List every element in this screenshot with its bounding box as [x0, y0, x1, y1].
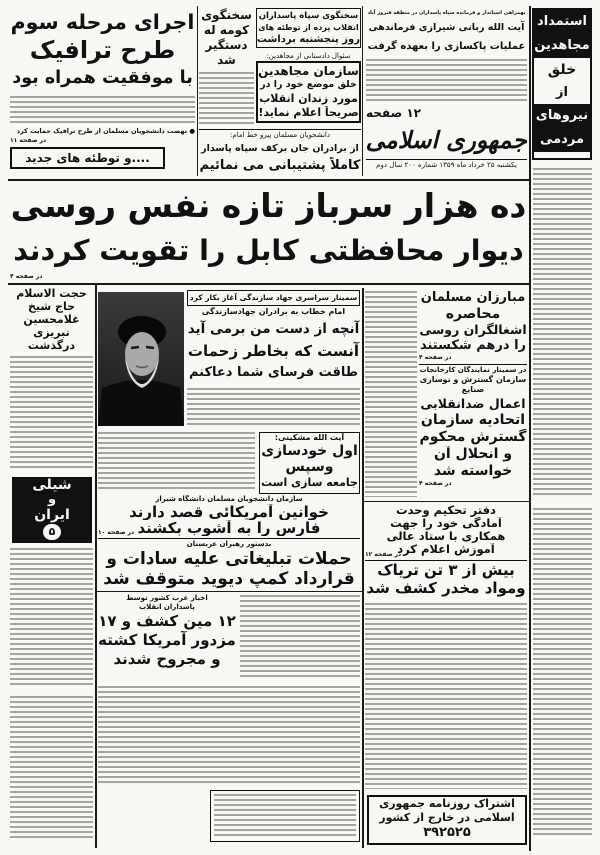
story-kicker: امام خطاب به برادران جهادسازندگی: [201, 307, 346, 316]
story-headline: آنست که بخاطر زحمات: [187, 342, 360, 360]
story-headline: آنچه از دست من برمی آید: [187, 321, 360, 337]
appeal-line: نیروهای: [534, 104, 590, 128]
middle-body-column: [98, 686, 360, 846]
story-kicker: بدستور رهبران عربستان: [186, 540, 272, 548]
body-text: [10, 356, 93, 468]
story-traffic: [10, 8, 195, 176]
story-headline: خواسته شد: [433, 463, 513, 479]
appeal-line: مجاهدین: [534, 34, 590, 58]
story-headline: خلق موضع خود را در: [260, 79, 357, 90]
section-rule: [96, 591, 362, 592]
subscription-line: اسلامی در خارج از کشور: [379, 811, 515, 824]
body-text: [199, 72, 254, 124]
story-headline: خوانین آمریکائی قصد دارند: [129, 504, 329, 520]
story-tahkim: [365, 504, 527, 559]
photo-caption-text: [98, 432, 255, 492]
story-headline: حجت الاسلام: [16, 287, 87, 300]
story-headline: کاملاً پشتیبانی می نمائیم: [199, 158, 361, 173]
story-kicker: در سمینار نمایندگان کارخانجات: [419, 366, 527, 374]
story-rabbani: [366, 8, 527, 104]
west-body-column: [240, 595, 360, 681]
narrow-body-column: [365, 291, 417, 499]
body-text: [98, 686, 360, 784]
headline-box: [256, 61, 361, 123]
story-opium: [365, 560, 527, 600]
story-headline: قرارداد کمپ دیوید متوقف شد: [103, 569, 355, 589]
page-reference: در صفحه ۴: [419, 480, 452, 487]
story-headline: سخنگوی سپاه پاسداران: [258, 11, 359, 21]
story-headline: اول خودسازی: [261, 443, 358, 459]
headline-box: [256, 8, 361, 48]
appeal-line: خلق: [547, 62, 577, 78]
story-headline: اتحادیه سازمان: [420, 412, 526, 428]
story-headline: با موفقیت همراه بود: [12, 68, 193, 88]
appeal-line: از: [556, 85, 568, 100]
subscription-line: اشتراک روزنامه جمهوری: [379, 797, 515, 810]
story-headline: شد: [217, 53, 236, 67]
body-text: [10, 96, 195, 126]
page-reference: در صفحه ۱۱: [10, 137, 47, 144]
story-meshkini: [259, 432, 360, 494]
story-headline: را درهم شکستند: [419, 338, 527, 353]
story-headline: اشغالگران روسی: [419, 322, 527, 337]
page-reference: در صفحه ۱۰: [98, 529, 135, 536]
left-body-column: [10, 548, 93, 846]
body-text: [10, 696, 93, 841]
body-text: [240, 595, 360, 679]
story-headline: تبریزی: [33, 326, 70, 339]
story-headline: مبارزان مسلمان: [420, 290, 526, 305]
story-headline: آموزش اعلام کرد: [397, 543, 495, 556]
column-rule: [529, 6, 531, 851]
page-count: ۱۲ صفحه: [366, 106, 421, 120]
body-text: [365, 291, 417, 497]
story-headline: ومواد مخدر کشف شد: [366, 579, 526, 597]
story-obituary: [10, 287, 93, 473]
lead-headline: ده هزار سرباز تازه نفس روسی: [10, 186, 527, 225]
body-text: [533, 508, 592, 838]
story-title: سمینار سراسری جهاد سازندگی آغاز بکار کرد: [187, 290, 360, 306]
story-headline: اجرای مرحله سوم: [10, 10, 195, 34]
section-rule: [8, 179, 529, 181]
subscription-box: [367, 795, 527, 845]
lead-headline: دیوار محافظتی کابل را تقویت کردند: [13, 234, 524, 267]
column-rule: [197, 6, 198, 176]
appeal-line: استمداد: [534, 10, 590, 34]
box-line: ایران: [34, 507, 70, 523]
story-headline: وسپس: [285, 459, 334, 475]
story-headline: درگذشت: [27, 339, 76, 352]
related-story-box: ....و توطئه های جدید: [10, 147, 165, 169]
story-kicker: دانشجویان مسلمان پیرو خط امام:: [230, 131, 330, 139]
column-rule: [362, 6, 363, 176]
story-headline: مورد زندان انقلاب: [259, 92, 358, 105]
story-saudi: [98, 538, 360, 590]
column-rule: [362, 288, 364, 848]
page-number-badge: ۵: [43, 524, 61, 540]
portrait-photo: [98, 292, 184, 426]
story-headline: غلامحسین: [23, 313, 80, 326]
story-komeleh: [199, 8, 254, 126]
body-text: [187, 388, 360, 426]
portrait-image: [98, 292, 184, 426]
section-rule: [8, 283, 529, 285]
subscription-number: ۳۹۲۵۲۵: [423, 825, 471, 840]
box-line: و: [47, 493, 57, 507]
story-kicker: سازمان دانشجویان مسلمان دانشگاه شیراز: [155, 495, 303, 503]
story-headline: حاج شیخ: [27, 300, 76, 313]
page-reference: در صفحه ۴: [419, 354, 452, 361]
story-bullet: ● نهضت دانشجویان مسلمان از طرح ترافیک حمایت کرد: [16, 127, 195, 135]
body-text: [533, 168, 592, 498]
story-headline: از برادران جان برکف سپاه پاسدار: [201, 143, 359, 154]
story-jihad: [187, 290, 360, 430]
story-headline: مزدور آمریکا کشته: [98, 631, 236, 649]
story-headline: و انحلال آن: [433, 446, 513, 462]
body-text: [98, 432, 255, 490]
story-kicker: سازمان گسترش و نوسازی: [419, 375, 527, 384]
appeal-line: مردمی: [534, 128, 590, 152]
story-headline: آیت الله ربانی شیرازی فرماندهی: [368, 22, 525, 33]
body-text: [214, 794, 356, 837]
story-kicker: اخبار غرب کشور توسط: [126, 594, 208, 602]
masthead: [366, 106, 527, 176]
story-students: [199, 129, 361, 177]
story-headline: فارس را به آشوب بکشند: [137, 520, 321, 536]
right-body-column: [533, 168, 592, 848]
story-headline: و مجروح شدند: [113, 650, 221, 668]
story-kicker: پاسداران انقلاب: [139, 603, 195, 611]
story-headline: دستگیر: [205, 38, 248, 52]
chile-iran-box: [12, 477, 92, 543]
story-kicker: بهمراهی استاندار و فرمانده سپاه پاسداران در منطقه فیروز آباد: [367, 10, 526, 16]
story-headline: صریحاً اعلام نماید!: [258, 106, 359, 119]
notice-box: [210, 790, 360, 842]
dateline: یکشنبه ۲۵ خرداد ماه ۱۳۵۹ شماره ۲۰۰ سال دوم: [366, 159, 527, 170]
story-headline: دفتر تحکیم وحدت: [396, 504, 496, 517]
story-headline: سازمان مجاهدین: [258, 64, 359, 78]
story-headline: حملات تبلیغاتی علیه سادات و: [106, 549, 352, 569]
story-headline: اعمال ضدانقلابی: [420, 396, 526, 411]
story-headline: گسترش محکوم: [419, 429, 527, 445]
lead-story: [10, 183, 527, 281]
page-reference: در صفحه ۱۲: [365, 551, 402, 558]
story-headline: ۱۲ مین کشف و ۱۷: [98, 612, 236, 630]
story-shiraz: [98, 495, 360, 537]
body-text: [366, 59, 527, 103]
section-rule: [363, 501, 529, 502]
story-headline: جامعه سازی است: [260, 476, 358, 489]
story-headline: طاقت فرسای شما دعاکنم: [188, 365, 359, 380]
story-headline: همکاری با ستاد عالی: [386, 530, 506, 543]
story-kicker: آیت الله مشکینی:: [274, 433, 345, 442]
story-headline: محاصره: [445, 306, 501, 322]
story-kicker: صنایع: [461, 385, 485, 394]
story-industries: [419, 364, 527, 500]
right-lower-body: [365, 603, 527, 791]
newspaper-logo: جمهوری اسلامی: [366, 126, 527, 154]
page-reference: در صفحه ۴: [10, 273, 43, 280]
story-kicker: سئوال دادستانی از مجاهدین:: [266, 52, 351, 60]
story-west: [98, 594, 236, 682]
story-headline: کومه له: [203, 23, 250, 37]
story-headline: روز پنجشنبه برداشت: [257, 34, 360, 45]
body-text: [10, 548, 93, 688]
story-headline: عملیات پاکسازی را بعهده گرفت: [367, 41, 526, 52]
story-mobarezan: [419, 290, 527, 362]
story-headline: انقلاب پرده از توطئه های: [258, 23, 359, 32]
story-headline: طرح ترافیک: [29, 36, 176, 64]
mojahedin-appeal-box: [532, 8, 592, 160]
story-headline: آمادگی خود را جهت: [390, 517, 502, 530]
story-headline: سخنگوی: [201, 8, 252, 22]
story-headline: بیش از ۳ تن تریاک: [377, 561, 515, 579]
box-line: شیلی: [32, 477, 72, 493]
body-text: [365, 603, 527, 789]
story-sepah: [256, 8, 361, 126]
column-rule: [95, 284, 97, 848]
